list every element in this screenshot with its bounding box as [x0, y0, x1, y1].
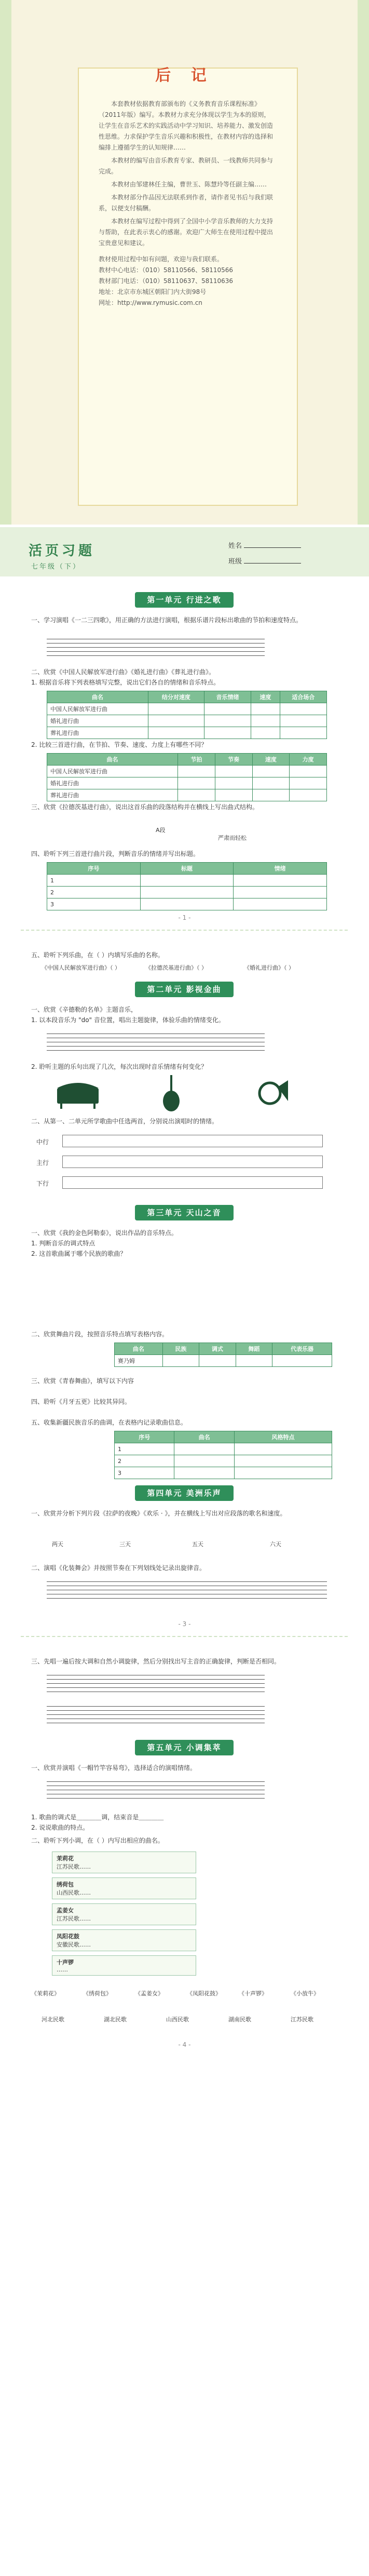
table-collect: [114, 1431, 332, 1479]
music-staff: [47, 1034, 265, 1054]
table-cell: 1: [47, 875, 141, 887]
afterword-page: [0, 0, 369, 525]
u4-q1: 一、欣赏并分析下列片段《拉萨的夜晚》《欢乐 · 》，并在横线上写出对应段落的歌名和速度。: [31, 1510, 286, 1517]
class-field[interactable]: [228, 556, 301, 566]
unit-5-banner: 第五单元 小调集萃: [135, 1740, 234, 1755]
u2-q2: 二、从第一、二单元所学歌曲中任选两首，分别说出演唱时的情绪。: [31, 1118, 218, 1125]
u5-q1: 一、欣赏并演唱《一帽竹竿容易弯》，选择适合的演唱情绪。: [31, 1764, 197, 1772]
region-label: 湖北民歌: [104, 2016, 127, 2023]
song-card: [52, 1903, 196, 1925]
table-cell[interactable]: [204, 727, 251, 739]
table-cell[interactable]: [204, 703, 251, 715]
u4-q2: 二、演唱《化装舞会》并按照节奏在下列划线处记录出旋律音。: [31, 1564, 206, 1572]
th: 代表乐器: [272, 1343, 332, 1355]
region-label: 山西民歌: [166, 2016, 189, 2023]
answer-grid[interactable]: [62, 1135, 323, 1147]
table-cell: 葬礼进行曲: [47, 727, 148, 739]
u2-q1a: 1. 以本段音乐为 "do" 音位置，唱出主题旋律，体验乐曲的情绪变化。: [31, 1016, 225, 1024]
u3-q1b: 2. 这首歌曲属于哪个民族的歌曲？: [31, 1250, 127, 1257]
table-cell[interactable]: [162, 1355, 199, 1367]
th: 情绪: [234, 863, 327, 875]
option: 五天: [192, 1541, 203, 1548]
table-cell[interactable]: [140, 898, 234, 910]
table-cell[interactable]: [272, 1355, 332, 1367]
unit-3-banner: 第三单元 天山之音: [135, 1205, 234, 1220]
table-cell[interactable]: [178, 777, 215, 789]
footer-item: 《茉莉花》: [31, 1990, 60, 1997]
table-cell[interactable]: [199, 1355, 236, 1367]
footer-item: 《凤阳花鼓》: [187, 1990, 221, 1997]
table-cell[interactable]: [290, 789, 327, 801]
option: 三天: [119, 1541, 131, 1548]
region-label: 湖南民歌: [228, 2016, 251, 2023]
table-cell[interactable]: [140, 887, 234, 898]
q5-item: 《拉德茨基进行曲》（ ）: [145, 964, 207, 971]
table-cell[interactable]: [234, 898, 327, 910]
song-card: [52, 1877, 196, 1899]
p3-q3: 三、先唱一遍后按大调和自然小调旋律，然后分别找出写主音的正确旋律，判断是否相同。: [31, 1658, 281, 1665]
table-cell[interactable]: [174, 1443, 234, 1455]
contact-line: 地址：北京市东城区朝阳门内大街98号: [99, 288, 207, 296]
u5-q1b: 2. 说说歌曲的特点。: [31, 1824, 89, 1831]
footer-item: 《小放牛》: [291, 1990, 319, 1997]
region-label: 河北民歌: [42, 2016, 64, 2023]
table-cell: 中国人民解放军进行曲: [47, 766, 178, 777]
song-card: [52, 1929, 196, 1951]
u5-q2: 二、聆听下列小调，在（ ）内写出相应的曲名。: [31, 1837, 164, 1844]
afterword-paragraph: 本教材的编写由音乐教育专家、教研员、一线教师共同参与完成。: [99, 157, 274, 175]
song-card-title: 凤阳花鼓: [57, 1933, 79, 1940]
th: 风格特点: [234, 1431, 332, 1443]
table-cell[interactable]: [178, 766, 215, 777]
table-cell[interactable]: [140, 875, 234, 887]
table-cell[interactable]: [204, 715, 251, 727]
u3-q3: 三、欣赏《青春舞曲》，填写以下内容: [31, 1377, 134, 1385]
answer-grid[interactable]: [62, 1156, 323, 1168]
table-cell[interactable]: [148, 703, 204, 715]
row-label: 主行: [36, 1159, 49, 1166]
th: 力度: [290, 754, 327, 766]
piano-icon: [52, 1078, 104, 1109]
song-card: [52, 1955, 196, 1976]
song-card-desc: 江苏民歌……: [57, 1915, 91, 1922]
table-cell[interactable]: [174, 1467, 234, 1479]
table-cell: 2: [47, 887, 141, 898]
song-card-title: 十声锣: [57, 1959, 74, 1966]
answer-grid[interactable]: [62, 1176, 323, 1189]
u3-q1a: 1. 判断音乐的调式特点: [31, 1240, 95, 1247]
th: 节奏: [215, 754, 252, 766]
th: 舞蹈: [236, 1343, 272, 1355]
practice-title: 活页习题: [29, 543, 95, 559]
p2-q5: 五、聆听下列乐曲，在（ ）内填写乐曲的名称。: [31, 951, 164, 959]
violin-icon: [156, 1072, 187, 1114]
song-card-title: 茉莉花: [57, 1855, 74, 1862]
table-cell[interactable]: [290, 777, 327, 789]
song-card-title: 孟姜女: [57, 1907, 74, 1914]
table-cell: 葬礼进行曲: [47, 789, 178, 801]
th: 速度: [251, 691, 280, 703]
unit-1-banner: 第一单元 行进之歌: [135, 592, 234, 608]
th: 民族: [162, 1343, 199, 1355]
table-cell: 3: [47, 898, 141, 910]
table-cell[interactable]: [252, 766, 290, 777]
u2-q1: 一、欣赏《辛德勒的名单》主题音乐，: [31, 1006, 138, 1013]
afterword-paragraph: 本教材由邹建林任主编，曹世玉、陈慧玲等任副主编……: [111, 181, 267, 188]
table-compare: [47, 753, 327, 801]
table-cell: 赛乃姆: [115, 1355, 163, 1367]
footer-item: 《绣荷包》: [83, 1990, 112, 1997]
table-cell[interactable]: [252, 777, 290, 789]
u2-q1b: 2. 聆听主题的乐句出现了几次，每次出现时音乐情绪有何变化？: [31, 1063, 208, 1070]
cut-line: [21, 930, 348, 931]
th: 结分对速度: [148, 691, 204, 703]
table-cell[interactable]: [252, 789, 290, 801]
song-card-desc: 山西民歌……: [57, 1889, 91, 1896]
table-listen: [47, 862, 327, 910]
th: 曲名: [115, 1343, 163, 1355]
music-staff: [47, 1781, 265, 1802]
u3-q1: 一、欣赏《我的金色阿勒泰》，说出作品的音乐特点。: [31, 1229, 178, 1237]
p1-q2-sub: 1. 根据音乐将下列表格填写完整，说出它们各自的情绪和音乐特点。: [31, 679, 220, 686]
row-label: 中行: [36, 1138, 49, 1146]
afterword-paragraph: 本教材部分作品因无法联系到作者，请作者见书后与我们联系，以便支付稿酬。: [99, 194, 274, 212]
contact-block: [99, 254, 275, 308]
table-cell[interactable]: [174, 1455, 234, 1467]
table-cell[interactable]: [215, 789, 252, 801]
music-staff: [47, 1675, 265, 1696]
contact-line: 教材中心电话：（010）58110566、58110566: [99, 266, 234, 274]
th: 曲名: [174, 1431, 234, 1443]
option: 两天: [52, 1541, 63, 1548]
th: 标题: [140, 863, 234, 875]
th: 序号: [47, 863, 141, 875]
u5-q1a: 1. 歌曲的调式是＿＿＿＿调，结束音是＿＿＿＿: [31, 1814, 164, 1821]
th: 适合场合: [280, 691, 326, 703]
unit-4-banner: 第四单元 美洲乐声: [135, 1485, 234, 1501]
region-label: 江苏民歌: [291, 2016, 313, 2023]
table-cell[interactable]: [234, 1443, 332, 1455]
table-cell: 婚礼进行曲: [47, 777, 178, 789]
u3-q5: 五、收集新疆民族音乐的曲调，在表格内记录歌曲信息。: [31, 1419, 187, 1426]
table-cell[interactable]: [251, 715, 280, 727]
q5-item: 《婚礼进行曲》（ ）: [244, 964, 294, 971]
class-label: 班级: [228, 558, 242, 566]
music-staff: [47, 639, 265, 660]
table-cell[interactable]: [215, 766, 252, 777]
table-cell[interactable]: [236, 1355, 272, 1367]
class-line: [244, 563, 301, 564]
table-cell[interactable]: [148, 715, 204, 727]
page-number: - 1 -: [178, 914, 191, 921]
p1-q1: 一、学习演唱《一二三四歌》，用正确的方法进行演唱，根据乐谱片段标出歌曲的节拍和速度特点。: [31, 616, 303, 624]
page-number: - 3 -: [178, 1620, 191, 1628]
table-cell[interactable]: [280, 715, 326, 727]
table-cell[interactable]: [234, 1455, 332, 1467]
table-cell[interactable]: [234, 887, 327, 898]
p1-q2-sub2: 2. 比较三首进行曲，在节拍、节奏、速度、力度上有哪些不同？: [31, 741, 208, 748]
table-cell[interactable]: [280, 703, 326, 715]
table-dance: [114, 1343, 332, 1367]
form-b: 严肃而轻松: [218, 835, 247, 841]
table-marches: [47, 691, 327, 739]
horn-icon: [249, 1078, 291, 1109]
table-cell[interactable]: [251, 703, 280, 715]
q5-item: 《中国人民解放军进行曲》（ ）: [42, 964, 120, 971]
table-cell[interactable]: [251, 727, 280, 739]
footer-item: 《孟姜女》: [135, 1990, 163, 1997]
u3-q2: 二、欣赏舞曲片段，按照音乐特点填写表格内容。: [31, 1331, 169, 1338]
song-card: [52, 1852, 196, 1873]
page-number: - 4 -: [178, 2041, 191, 2048]
contact-line: 教材部门电话：（010）58110637、58110636: [99, 277, 234, 285]
table-cell[interactable]: [215, 777, 252, 789]
song-card-title: 绣荷包: [57, 1881, 74, 1888]
music-staff: [47, 1581, 327, 1602]
contact-intro: 教材使用过程中如有问题，欢迎与我们联系。: [99, 256, 224, 263]
p1-q4: 四、聆听下列三首进行曲片段，判断音乐的情绪并写出标题。: [31, 850, 200, 857]
table-cell[interactable]: [148, 727, 204, 739]
row-label: 下行: [36, 1180, 49, 1187]
unit-2-banner: 第二单元 影视金曲: [135, 982, 234, 997]
table-cell[interactable]: [290, 766, 327, 777]
th: 音乐情绪: [204, 691, 251, 703]
afterword-body: [99, 99, 275, 308]
th: 速度: [252, 754, 290, 766]
afterword-paragraph: 本套教材依据教育部颁布的《义务教育音乐课程标准》（2011年版）编写。本教材力求充分体现以学生为本的原则，让学生在音乐艺术的实践活动中学习知识、培养能力、激发创造性思维。力求保护学生音乐兴趣和积极性，在教材内容的选择和编排上遵循学生的认知规律……: [99, 100, 274, 151]
form-a: A段: [156, 827, 166, 834]
name-field[interactable]: [228, 540, 301, 550]
afterword-paragraph: 本教材在编写过程中得到了全国中小学音乐教师的大力支持与帮助，在此表示衷心的感谢。欢迎广大师生在使用过程中提出宝贵意见和建议。: [99, 218, 274, 247]
u3-q4: 四、聆听《月牙五更》比较其异同。: [31, 1398, 131, 1405]
song-card-desc: 安徽民歌……: [57, 1941, 91, 1948]
p1-q2: 二、欣赏《中国人民解放军进行曲》《婚礼进行曲》《葬礼进行曲》。: [31, 668, 215, 676]
table-cell[interactable]: [178, 789, 215, 801]
th: 曲名: [47, 691, 148, 703]
option: 六天: [270, 1541, 281, 1548]
practice-grade: 七年级（下）: [31, 563, 81, 571]
table-cell[interactable]: [234, 875, 327, 887]
cut-line: [21, 1636, 348, 1637]
th: 序号: [115, 1431, 174, 1443]
table-cell: 3: [115, 1467, 174, 1479]
song-card-desc: ……: [57, 1966, 68, 1973]
table-cell: 1: [115, 1443, 174, 1455]
table-cell: 婚礼进行曲: [47, 715, 148, 727]
table-cell[interactable]: [234, 1467, 332, 1479]
name-line: [244, 547, 301, 548]
table-cell[interactable]: [280, 727, 326, 739]
song-card-desc: 江苏民歌……: [57, 1863, 91, 1870]
th: 曲名: [47, 754, 178, 766]
contact-line: 网址：http://www.rymusic.com.cn: [99, 299, 202, 306]
th: 节拍: [178, 754, 215, 766]
table-cell: 2: [115, 1455, 174, 1467]
p1-q3: 三、欣赏《拉德茨基进行曲》，说出这首乐曲的段落结构并在横线上写出曲式结构。: [31, 803, 259, 811]
music-staff: [47, 1706, 265, 1727]
afterword-title: 后 记: [155, 66, 214, 85]
th: 调式: [199, 1343, 236, 1355]
table-cell: 中国人民解放军进行曲: [47, 703, 148, 715]
name-label: 姓名: [228, 542, 242, 550]
footer-item: 《十声锣》: [239, 1990, 267, 1997]
